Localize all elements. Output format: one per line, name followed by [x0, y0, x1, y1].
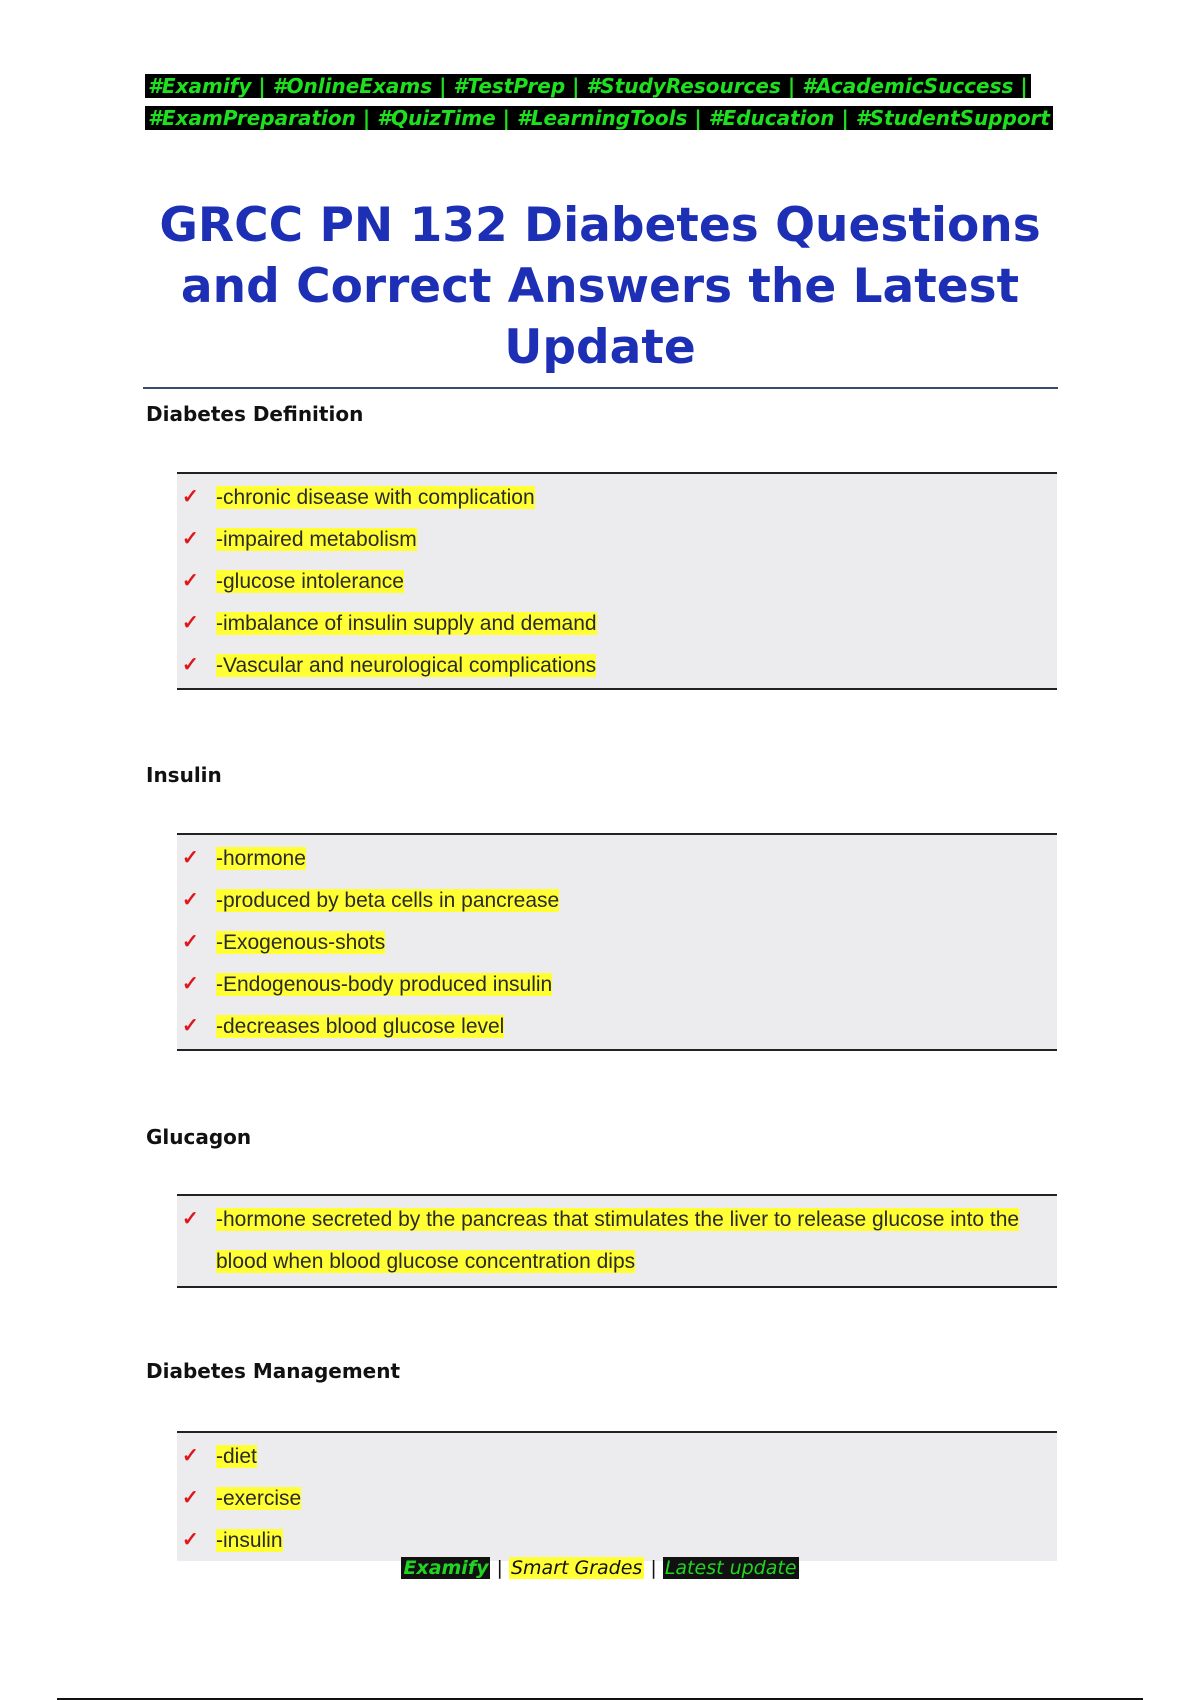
checkmark-icon: ✓	[182, 1487, 199, 1509]
list-item: ✓ -imbalance of insulin supply and demand	[177, 603, 1057, 645]
list-item: ✓ -Exogenous-shots	[177, 922, 1057, 964]
checkmark-icon: ✓	[182, 654, 199, 676]
answer-box-diabetes-management	[177, 1431, 1057, 1561]
section-heading-insulin: Insulin	[146, 763, 222, 787]
checkmark-icon: ✓	[182, 486, 199, 508]
list-item: ✓ -exercise	[177, 1478, 1057, 1520]
checkmark-icon: ✓	[182, 847, 199, 869]
checkmark-icon: ✓	[182, 1208, 199, 1230]
page-footer	[0, 1555, 1200, 1581]
list-item: ✓ -diet	[177, 1436, 1057, 1478]
list-item: ✓ -chronic disease with complication	[177, 477, 1057, 519]
list-item: ✓ -hormone secreted by the pancreas that stimulates the liver to release glucose into the blood when blood glucose concentration dips	[177, 1199, 1057, 1283]
document-title: GRCC PN 132 Diabetes Questions and Correct Answers the Latest Update	[159, 198, 1041, 375]
checkmark-icon: ✓	[182, 1445, 199, 1467]
footer-separator: |	[496, 1557, 503, 1579]
hashtag-banner	[145, 70, 1055, 134]
footer-brand: Examify	[403, 1557, 489, 1579]
list-item: ✓ -produced by beta cells in pancrease	[177, 880, 1057, 922]
checkmark-icon: ✓	[182, 570, 199, 592]
list-item: ✓ -decreases blood glucose level	[177, 1006, 1057, 1048]
checkmark-icon: ✓	[182, 612, 199, 634]
footer-latest-update: Latest update	[664, 1557, 797, 1579]
checkmark-icon: ✓	[182, 528, 199, 550]
checkmark-icon: ✓	[182, 1529, 199, 1551]
answer-box-glucagon	[177, 1194, 1057, 1288]
hashtag-line-2: #ExamPreparation | #QuizTime | #LearningTools | #Education | #StudentSupport	[145, 106, 1053, 130]
list-item: ✓ -hormone	[177, 838, 1057, 880]
section-heading-glucagon: Glucagon	[146, 1125, 252, 1149]
footer-smart-grades: Smart Grades	[510, 1557, 643, 1579]
checkmark-icon: ✓	[182, 889, 199, 911]
hashtag-line-1: #Examify | #OnlineExams | #TestPrep | #StudyResources | #AcademicSuccess |	[145, 74, 1031, 98]
list-item: ✓ -insulin	[177, 1520, 1057, 1562]
list-item: ✓ -impaired metabolism	[177, 519, 1057, 561]
section-heading-diabetes-definition: Diabetes Definition	[146, 402, 364, 426]
list-item: ✓ -Endogenous-body produced insulin	[177, 964, 1057, 1006]
answer-box-diabetes-definition	[177, 472, 1057, 690]
answer-box-insulin	[177, 833, 1057, 1051]
checkmark-icon: ✓	[182, 973, 199, 995]
list-item: ✓ -glucose intolerance	[177, 561, 1057, 603]
title-divider	[143, 387, 1058, 389]
section-heading-diabetes-management: Diabetes Management	[146, 1359, 401, 1383]
footer-separator: |	[650, 1557, 657, 1579]
checkmark-icon: ✓	[182, 931, 199, 953]
list-item: ✓ -Vascular and neurological complications	[177, 645, 1057, 687]
checkmark-icon: ✓	[182, 1015, 199, 1037]
